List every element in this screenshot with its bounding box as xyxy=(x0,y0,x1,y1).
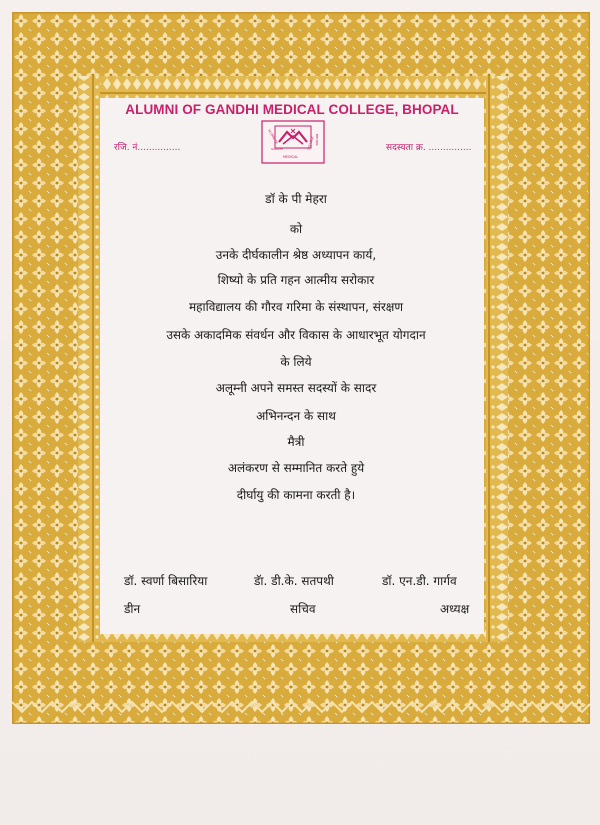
recipient-name: डॉ के पी मेहरा xyxy=(265,192,327,206)
institution-title: ALUMNI OF GANDHI MEDICAL COLLEGE, BHOPAL xyxy=(125,102,459,117)
signatory-role-dean: डीन xyxy=(124,602,141,616)
logo-text-college: COLLEGE xyxy=(306,135,315,151)
citation-line: अलूम्नी अपने समस्त सदस्यों के सादर xyxy=(215,381,377,395)
registration-number-label: रजि. नं............... xyxy=(114,143,181,153)
citation-line: दीर्घायु की कामना करती है। xyxy=(236,488,356,502)
citation-line: के लिये xyxy=(280,355,312,369)
citation-line: महाविद्यालय की गौरव गरिमा के संस्थापन, संरक्षण xyxy=(188,300,404,314)
logo-text-bhopal: BHOPAL xyxy=(315,134,319,147)
membership-number-label: सदस्यता क्र. ............... xyxy=(386,143,472,153)
signatory-name-president: डॉ. एन.डी. गार्गव xyxy=(382,574,457,588)
citation-line: उसके अकादमिक संवर्धन और विकास के आधारभूत योगदान xyxy=(166,328,426,342)
logo-text-left: ALUMNI OF xyxy=(267,128,279,145)
citation-line: शिष्यो के प्रति गहन आत्मीय सरोकार xyxy=(217,273,375,287)
signatory-name-dean: डॉ. स्वर्णा बिसारिया xyxy=(124,574,208,588)
citation-line: को xyxy=(289,222,303,236)
citation-line: अलंकरण से सम्मानित करते हुये xyxy=(227,461,365,475)
citation-line: मैत्री xyxy=(287,435,305,449)
logo-text-medical: MEDICAL xyxy=(283,155,299,159)
logo-text-gandhi: GANDHI xyxy=(271,147,284,151)
citation-line: अभिनन्दन के साथ xyxy=(256,409,336,423)
signatory-role-president: अध्यक्ष xyxy=(440,602,470,616)
signatory-role-secretary: सचिव xyxy=(290,602,316,616)
alumni-logo xyxy=(261,120,325,164)
signatory-name-secretary: डॅा. डी.के. सतपथी xyxy=(254,574,334,588)
citation-line: उनके दीर्घकालीन श्रेष्ठ अध्यापन कार्य, xyxy=(215,248,377,262)
